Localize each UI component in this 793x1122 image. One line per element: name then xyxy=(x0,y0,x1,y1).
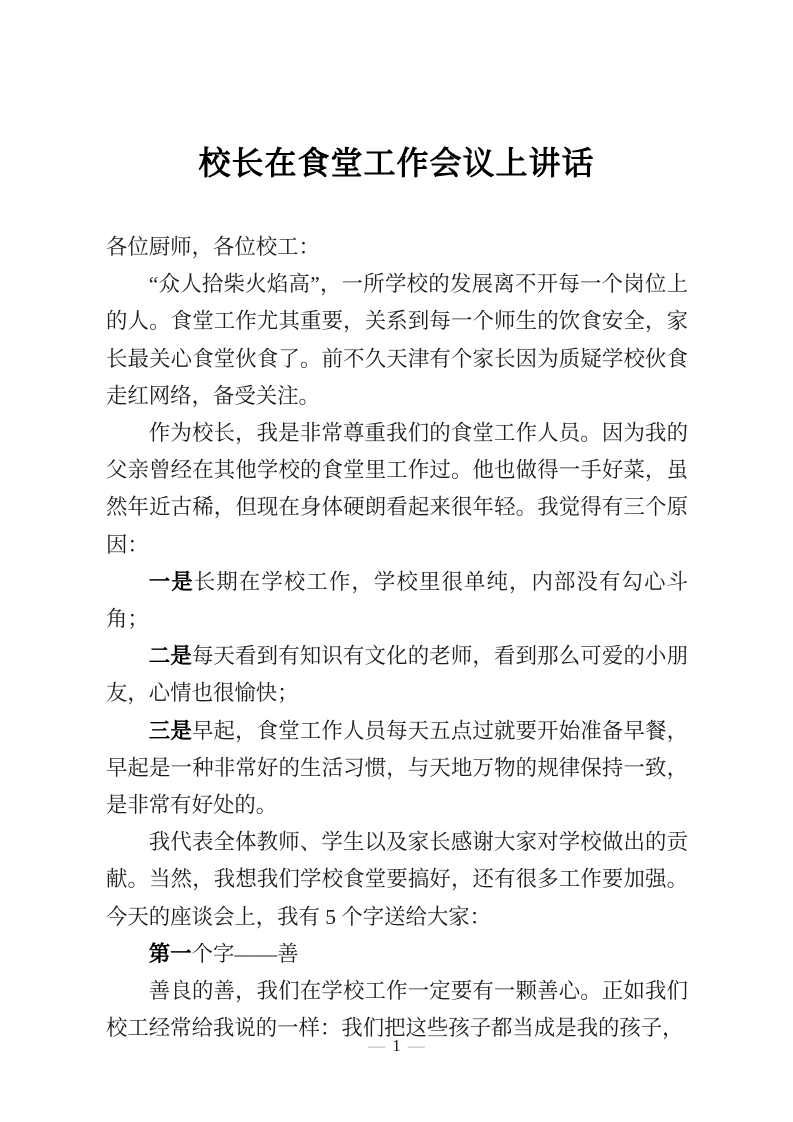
paragraph-text: 长期在学校工作，学校里很单纯，内部没有勾心斗角； xyxy=(106,569,688,632)
page-footer xyxy=(0,1033,793,1059)
footer-dash-left: — xyxy=(368,1036,386,1055)
paragraph-text: 每天看到有知识有文化的老师，看到那么可爱的小朋友，心情也很愉快； xyxy=(106,644,688,706)
paragraph xyxy=(106,713,688,825)
paragraph-text: 善良的善，我们在学校工作一定要有一颗善心。正如我们校工经常给我说的一样：我们把这些孩子都当成是我的孩子， xyxy=(106,979,688,1041)
document-title: 校长在食堂工作会议上讲话 xyxy=(198,145,595,181)
page-number: 1 xyxy=(392,1036,401,1055)
paragraph-text: 个字——善 xyxy=(191,941,299,966)
paragraph-lead-bold: 第一 xyxy=(148,941,192,966)
paragraph xyxy=(106,266,688,415)
paragraph-text: 早起，食堂工作人员每天五点过就要开始准备早餐，早起是一种非常好的生活习惯，与天地万物的规律保持一致，是非常有好处的。 xyxy=(106,718,688,818)
paragraph-lead-bold: 三是 xyxy=(148,718,192,743)
footer-dash-right: — xyxy=(407,1036,425,1055)
paragraph-lead-bold: 一是 xyxy=(148,569,194,594)
paragraph-lead-bold: 二是 xyxy=(148,644,192,669)
paragraph xyxy=(106,936,688,973)
paragraph xyxy=(106,638,688,712)
paragraph-text: “众人拾柴火焰高”，一所学校的发展离不开每一个岗位上的人。食堂工作尤其重要，关系到每一个师生的饮食安全，家长最关心食堂伙食了。前不久天津有个家长因为质疑学校伙食走红网络，备受关注。 xyxy=(106,272,688,408)
paragraph xyxy=(106,415,688,564)
salutation: 各位厨师，各位校工： xyxy=(106,235,320,259)
document-body xyxy=(106,229,688,1047)
paragraph xyxy=(106,564,688,638)
paragraph-text: 作为校长，我是非常尊重我们的食堂工作人员。因为我的父亲曾经在其他学校的食堂里工作过。他也做得一手好菜，虽然年近古稀，但现在身体硬朗看起来很年轻。我觉得有三个原因： xyxy=(106,421,688,557)
paragraph xyxy=(106,824,688,936)
paragraph-text: 我代表全体教师、学生以及家长感谢大家对学校做出的贡献。当然，我想我们学校食堂要搞好，还有很多工作要加强。今天的座谈会上，我有 5 个字送给大家： xyxy=(106,830,688,929)
